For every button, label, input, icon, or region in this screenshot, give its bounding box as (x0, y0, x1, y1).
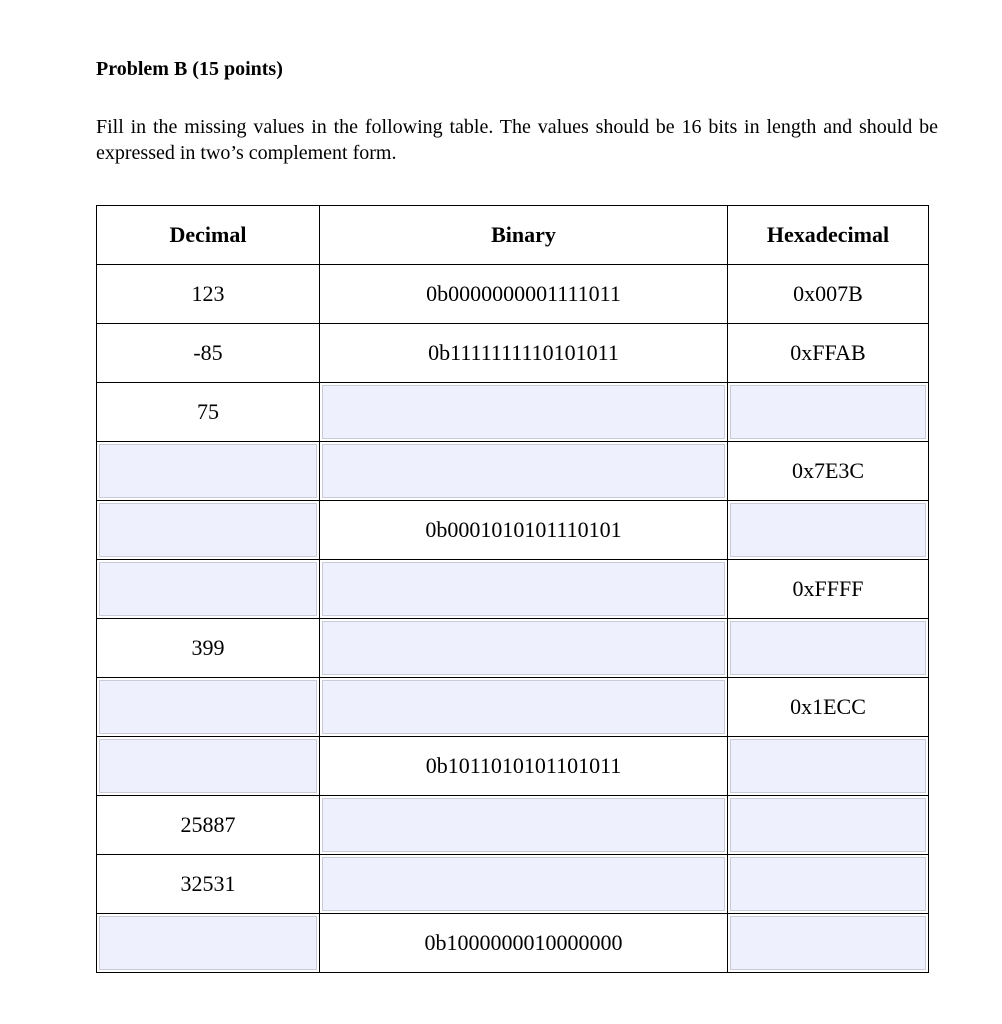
decimal-cell-blank (97, 678, 320, 737)
decimal-answer-field[interactable] (99, 444, 317, 498)
decimal-answer-field[interactable] (99, 916, 317, 970)
table-row (97, 501, 929, 560)
table-row (97, 619, 929, 678)
hex-cell: 0x007B (728, 265, 929, 324)
table-row (97, 796, 929, 855)
binary-cell: 0b1000000010000000 (320, 914, 728, 973)
conversion-table (96, 205, 929, 973)
decimal-cell: 25887 (97, 796, 320, 855)
hex-cell-blank (728, 914, 929, 973)
hex-cell: 0x7E3C (728, 442, 929, 501)
binary-answer-field[interactable] (322, 444, 725, 498)
binary-cell: 0b1011010101101011 (320, 737, 728, 796)
table-row (97, 442, 929, 501)
decimal-answer-field[interactable] (99, 503, 317, 557)
header-binary: Binary (320, 206, 728, 265)
binary-cell: 0b0000000001111011 (320, 265, 728, 324)
binary-cell-blank (320, 619, 728, 678)
table-row (97, 855, 929, 914)
binary-cell: 0b0001010101110101 (320, 501, 728, 560)
header-hex: Hexadecimal (728, 206, 929, 265)
decimal-cell-blank (97, 560, 320, 619)
binary-answer-field[interactable] (322, 621, 725, 675)
decimal-cell: 75 (97, 383, 320, 442)
binary-answer-field[interactable] (322, 385, 725, 439)
hex-cell-blank (728, 619, 929, 678)
decimal-cell: 32531 (97, 855, 320, 914)
problem-title: Problem B (15 points) (96, 58, 283, 80)
decimal-answer-field[interactable] (99, 739, 317, 793)
binary-cell-blank (320, 855, 728, 914)
table-body (97, 265, 929, 973)
decimal-answer-field[interactable] (99, 562, 317, 616)
hex-answer-field[interactable] (730, 916, 926, 970)
table-header-row (97, 206, 929, 265)
binary-cell-blank (320, 442, 728, 501)
decimal-cell-blank (97, 914, 320, 973)
table-row (97, 324, 929, 383)
decimal-cell: -85 (97, 324, 320, 383)
decimal-cell-blank (97, 501, 320, 560)
binary-answer-field[interactable] (322, 562, 725, 616)
hex-cell-blank (728, 383, 929, 442)
table-row (97, 383, 929, 442)
binary-cell-blank (320, 678, 728, 737)
binary-cell: 0b1111111110101011 (320, 324, 728, 383)
table-row (97, 737, 929, 796)
binary-cell-blank (320, 796, 728, 855)
hex-answer-field[interactable] (730, 621, 926, 675)
hex-answer-field[interactable] (730, 385, 926, 439)
binary-cell-blank (320, 560, 728, 619)
table-row (97, 678, 929, 737)
decimal-cell: 399 (97, 619, 320, 678)
hex-cell-blank (728, 501, 929, 560)
hex-answer-field[interactable] (730, 503, 926, 557)
decimal-cell-blank (97, 442, 320, 501)
decimal-answer-field[interactable] (99, 680, 317, 734)
hex-cell: 0x1ECC (728, 678, 929, 737)
hex-answer-field[interactable] (730, 739, 926, 793)
hex-answer-field[interactable] (730, 798, 926, 852)
table-row (97, 560, 929, 619)
header-decimal: Decimal (97, 206, 320, 265)
hex-cell-blank (728, 796, 929, 855)
hex-cell: 0xFFAB (728, 324, 929, 383)
decimal-cell: 123 (97, 265, 320, 324)
binary-cell-blank (320, 383, 728, 442)
problem-instructions: Fill in the missing values in the following table. The values should be 16 bits in length and should be expressed in two’s complement form. (96, 116, 938, 164)
hex-cell-blank (728, 737, 929, 796)
binary-answer-field[interactable] (322, 798, 725, 852)
hex-cell: 0xFFFF (728, 560, 929, 619)
binary-answer-field[interactable] (322, 857, 725, 911)
decimal-cell-blank (97, 737, 320, 796)
hex-cell-blank (728, 855, 929, 914)
table-row (97, 265, 929, 324)
table-row (97, 914, 929, 973)
binary-answer-field[interactable] (322, 680, 725, 734)
hex-answer-field[interactable] (730, 857, 926, 911)
